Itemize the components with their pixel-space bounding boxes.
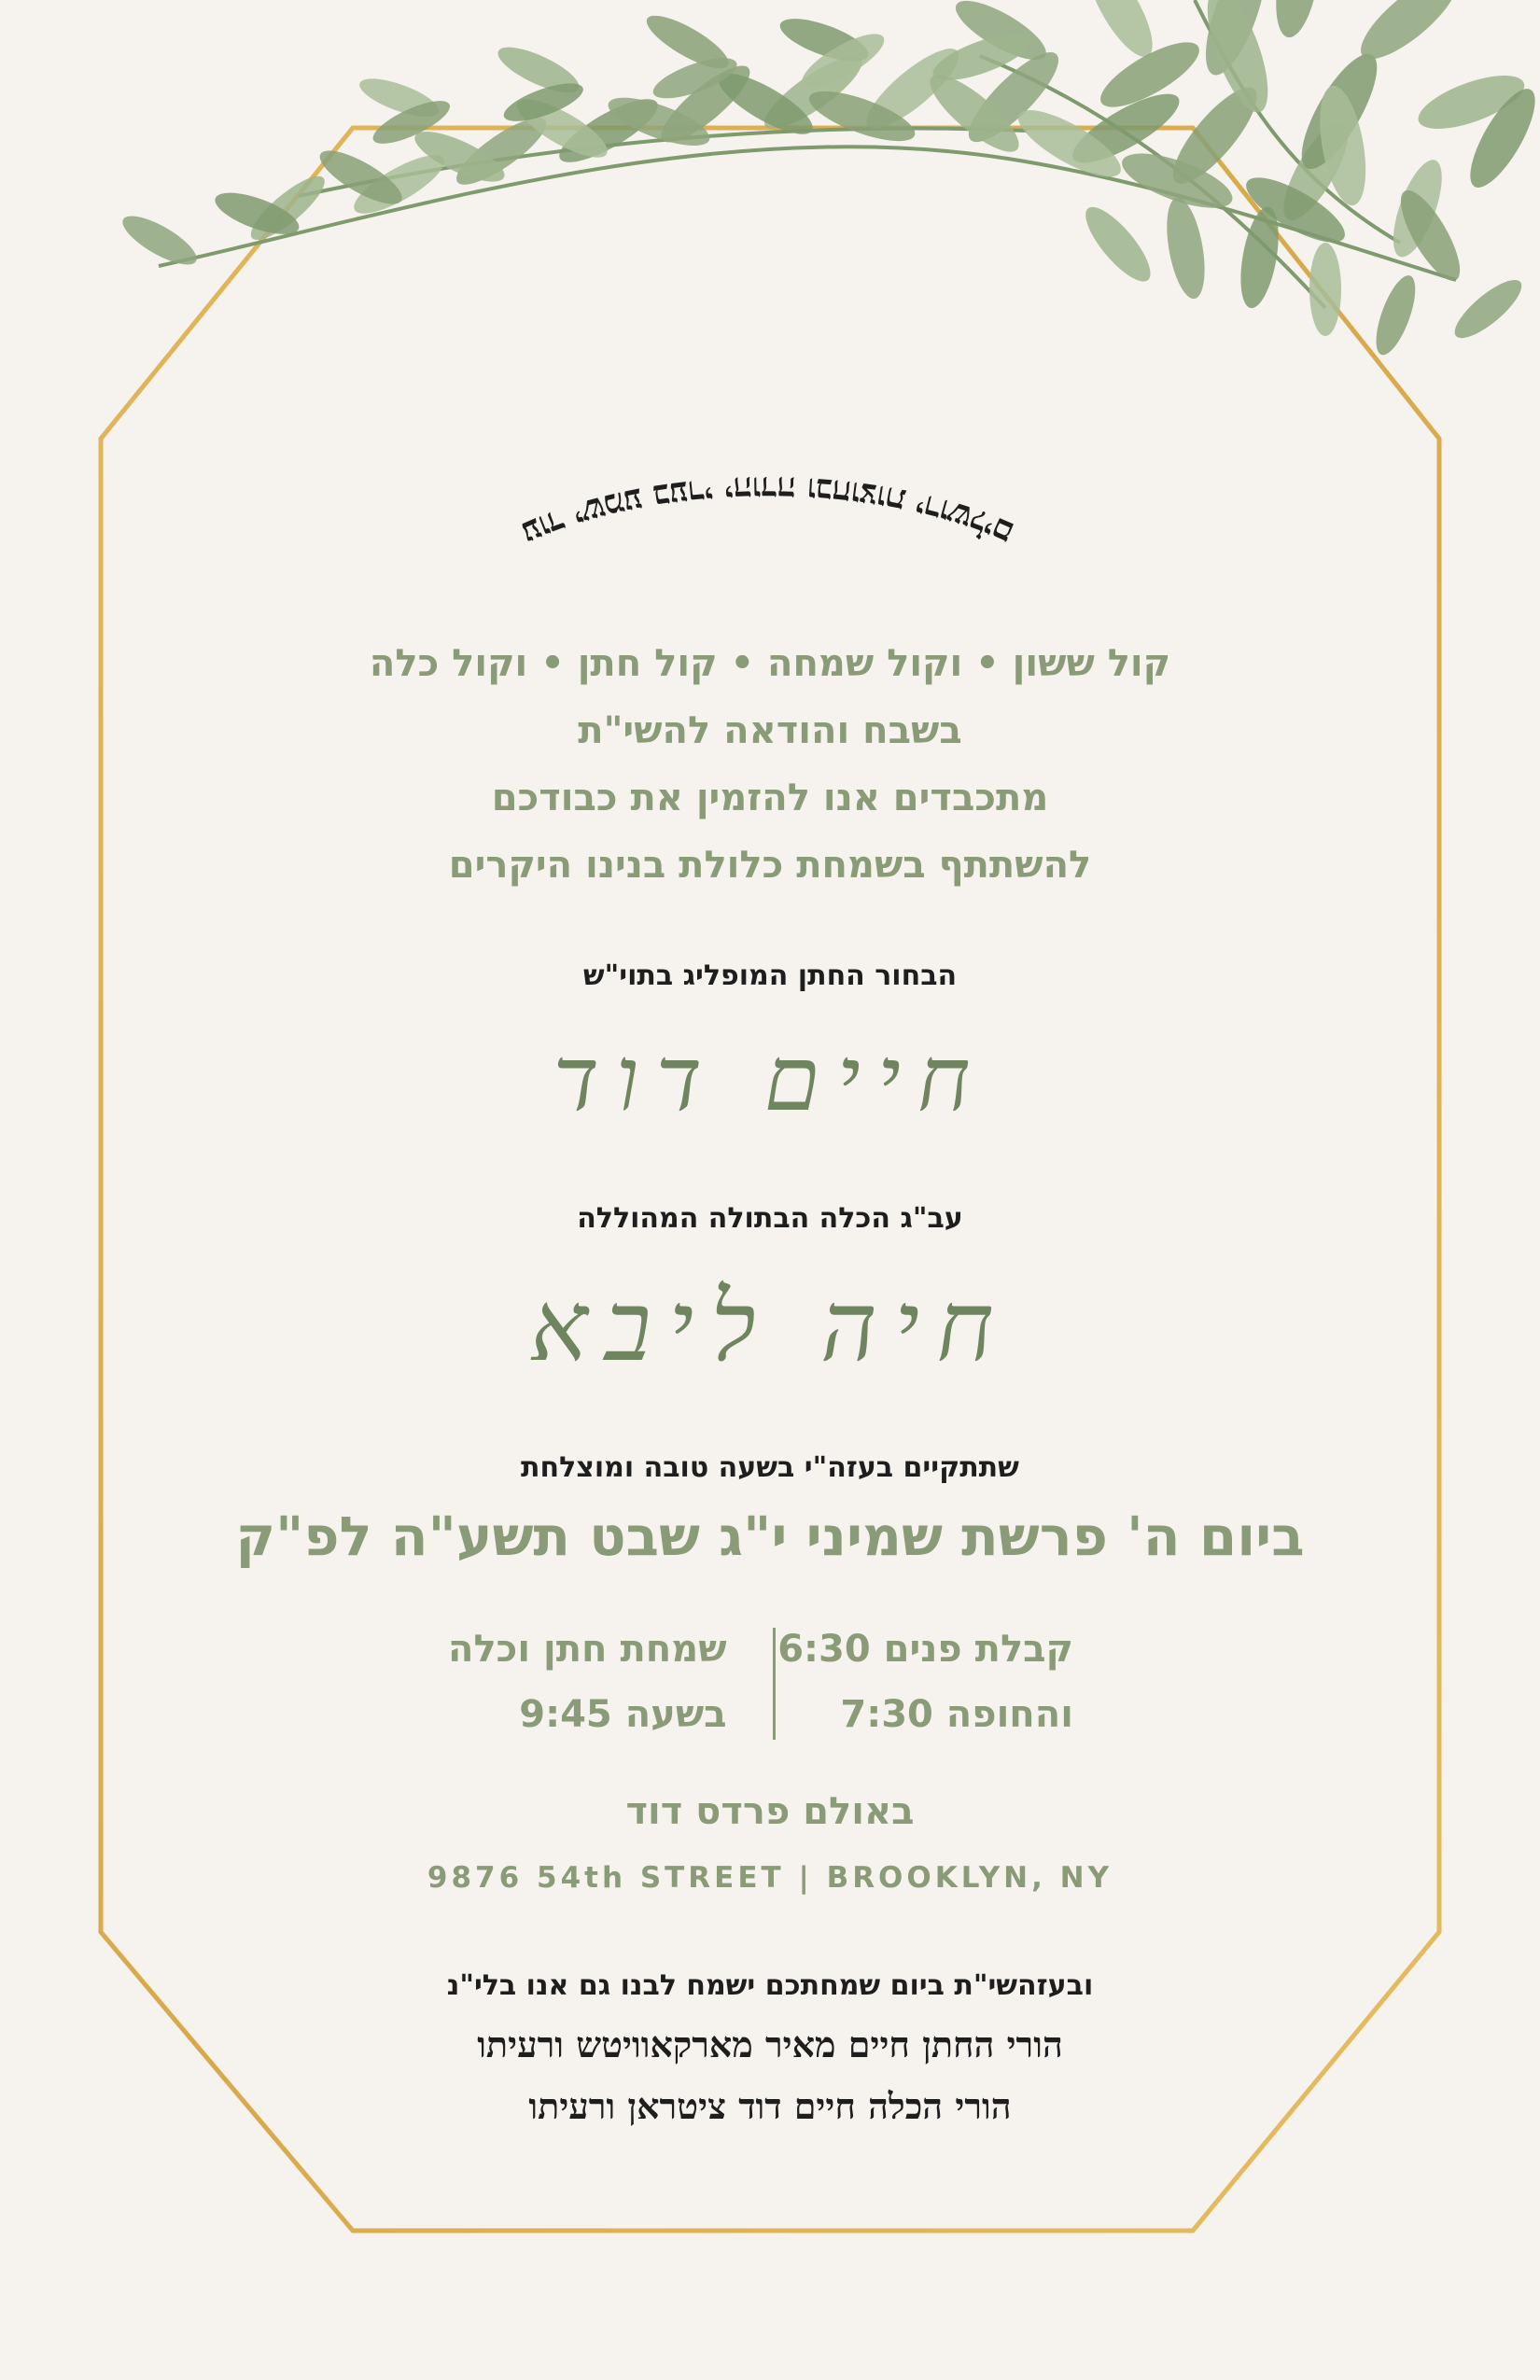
celebration-time: בשעה 9:45 [519, 1693, 727, 1736]
venue-name: באולם פרדס דוד [625, 1790, 915, 1833]
intro-line-3: מתכבדים אנו להזמין את כבודכם [491, 777, 1049, 819]
venue-address: 9876 54th STREET | BROOKLYN, NY [427, 1861, 1113, 1895]
groom-parents: הורי החתן חיים מאיר מארקאוויטש ורעיתו [477, 2023, 1063, 2065]
celebration-label: שמחת חתן וכלה [448, 1628, 727, 1671]
intro-line-1: קול ששון • וקול שמחה • קול חתן • וקול כלה [369, 642, 1171, 685]
ceremony-times [777, 1617, 1073, 1747]
reception-time: קבלת פנים 6:30 [777, 1628, 1073, 1671]
svg-text:עוד ישמע בערי יהודה ובחוצות יר [516, 469, 1020, 553]
event-intro: שתתקיים בעזה"י בשעה טובה ומוצלחת [521, 1451, 1019, 1484]
header-arc-text: עוד ישמע בערי יהודה ובחוצות ירושלים [515, 469, 1020, 554]
intro-line-2: בשבח והודאה להשי"ת [578, 709, 962, 752]
closing-line: ובעזהשי"ת ביום שמחתכם ישמח לבנו גם אנו בלי"נ [446, 1969, 1094, 2002]
header-arc [0, 0, 1540, 653]
event-date: ביום ה' פרשת שמיני י"ג שבט תשע"ה לפ"ק [235, 1505, 1305, 1568]
bride-parents: הורי הכלה חיים דוד ציטראן ורעיתו [528, 2085, 1012, 2127]
bride-title: עב"ג הכלה הבתולה המהוללה [577, 1202, 963, 1235]
celebration-times [448, 1617, 727, 1747]
times-block [0, 1617, 1540, 1747]
chuppah-time: והחופה 7:30 [840, 1693, 1073, 1736]
times-divider [773, 1628, 776, 1740]
bride-name: חיה ליבא [529, 1269, 1011, 1383]
intro-line-4: להשתתף בשמחת כלולת בנינו היקרים [448, 844, 1092, 887]
groom-title: הבחור החתן המופליג בתוי"ש [582, 959, 958, 992]
groom-name: חיים דוד [553, 1027, 987, 1131]
